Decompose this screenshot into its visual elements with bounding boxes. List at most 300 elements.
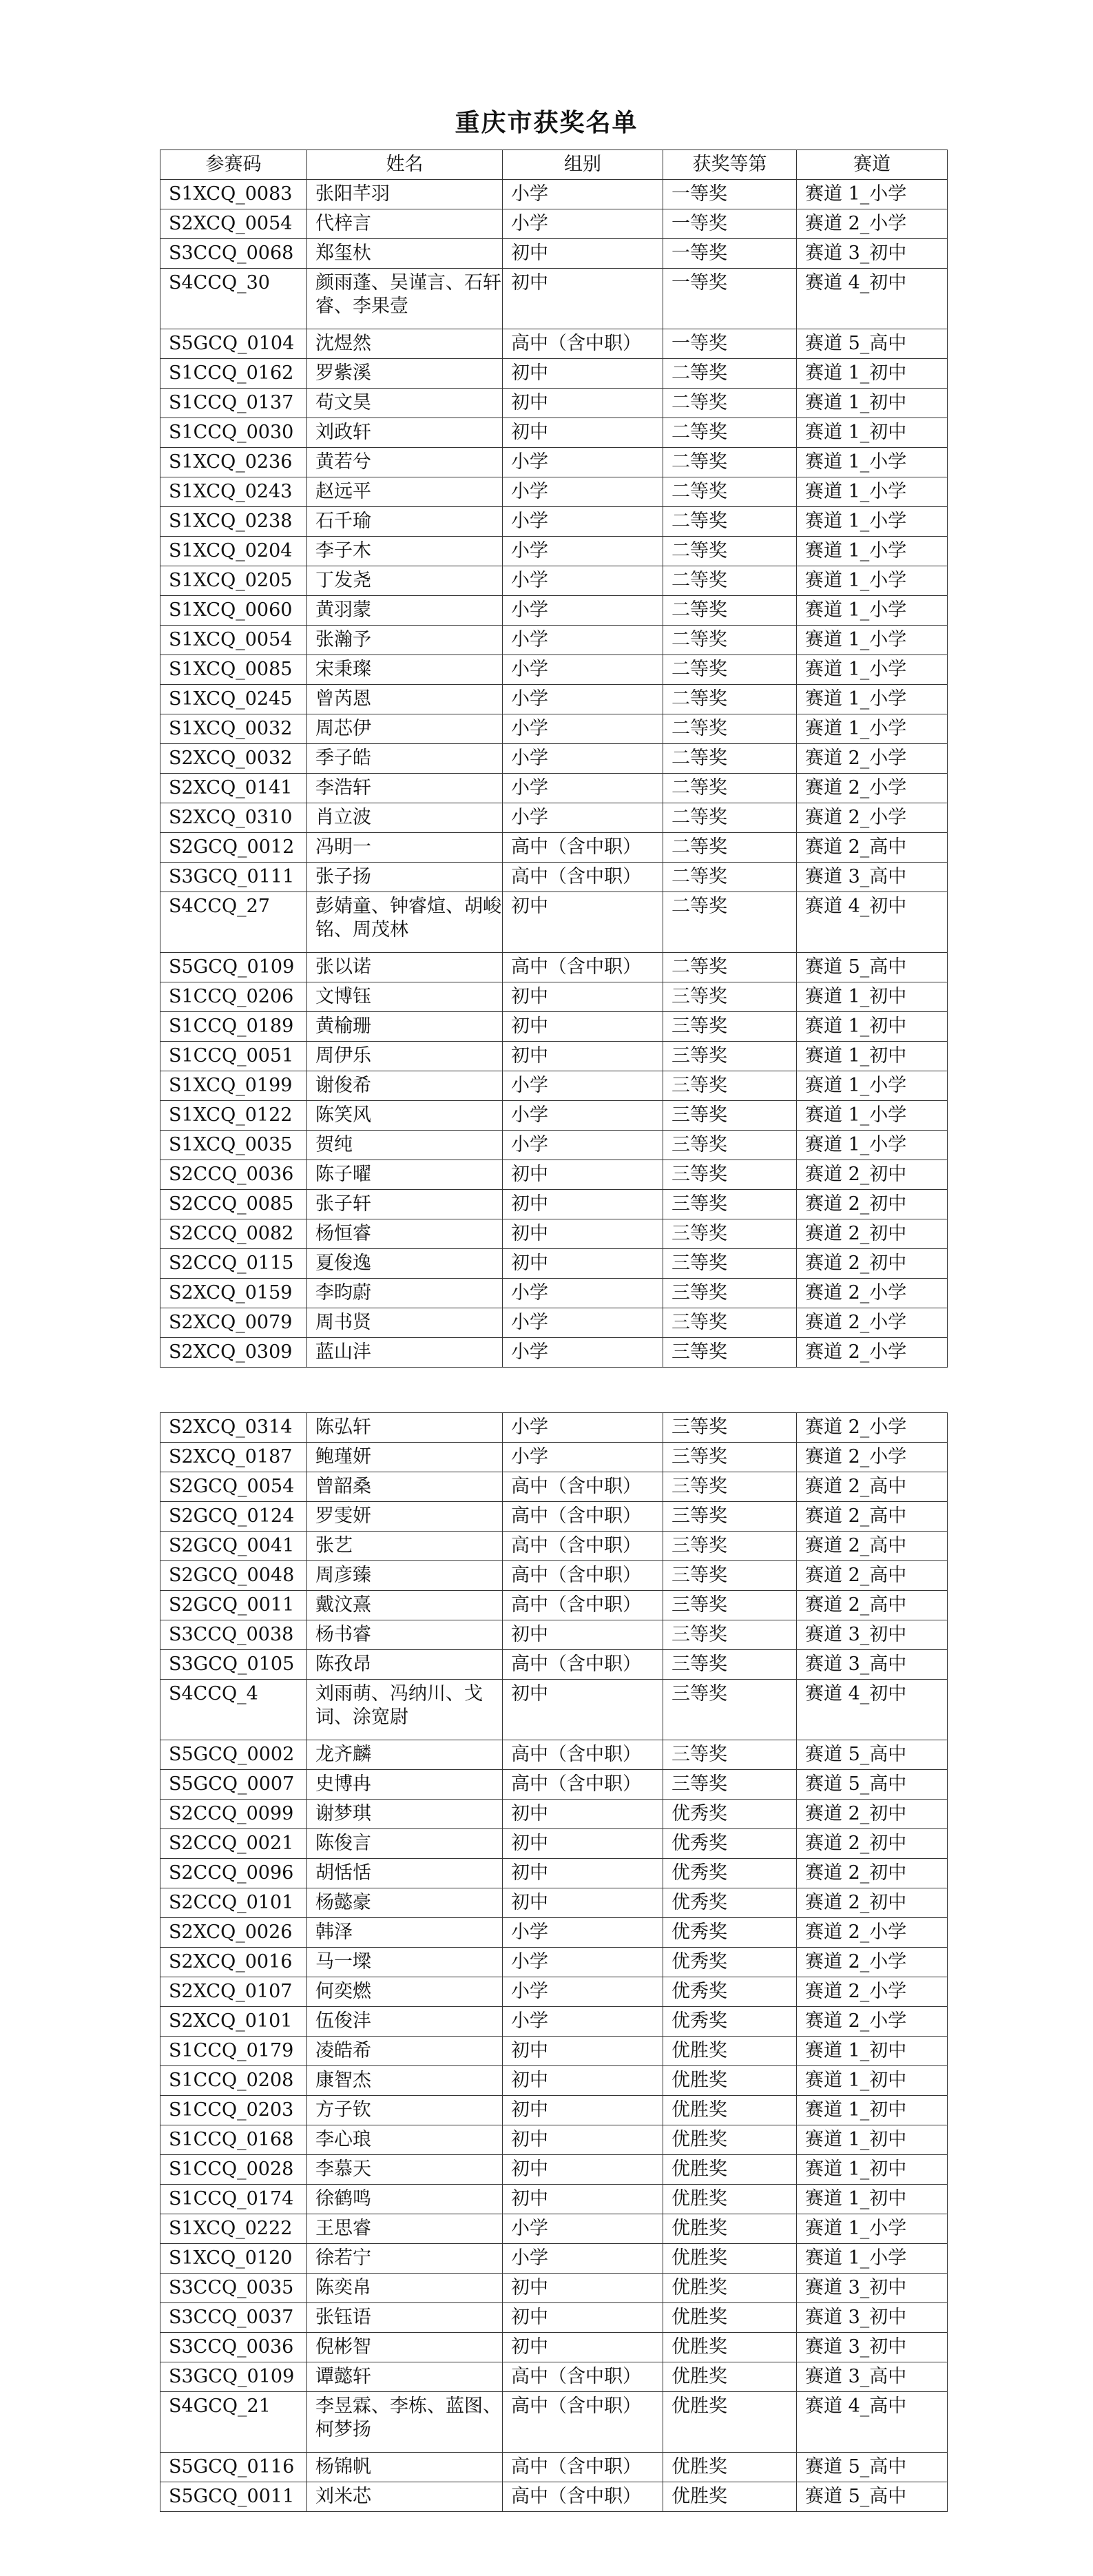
cell-name: 张阳芊羽 (307, 180, 503, 209)
cell-name: 黄羽蒙 (307, 596, 503, 626)
cell-name: 何奕燃 (307, 1977, 503, 2007)
cell-name: 伍俊沣 (307, 2007, 503, 2037)
cell-award-level: 二等奖 (663, 359, 797, 389)
cell-group: 高中（含中职） (503, 329, 663, 359)
cell-code: S1XCQ_0122 (160, 1101, 307, 1131)
table-row (160, 626, 948, 655)
cell-group: 高中（含中职） (503, 1561, 663, 1591)
cell-track: 赛道 1_初中 (797, 2155, 948, 2185)
cell-name: 陈子曜 (307, 1160, 503, 1190)
cell-track: 赛道 2_初中 (797, 1859, 948, 1888)
cell-track: 赛道 2_初中 (797, 1160, 948, 1190)
cell-code: S2GCQ_0054 (160, 1472, 307, 1502)
cell-code: S1XCQ_0054 (160, 626, 307, 655)
cell-code: S4CCQ_4 (160, 1680, 307, 1740)
cell-track: 赛道 1_小学 (797, 1131, 948, 1160)
table-row (160, 1472, 948, 1502)
cell-track: 赛道 1_初中 (797, 2096, 948, 2125)
cell-code: S2XCQ_0032 (160, 744, 307, 774)
cell-name: 张艺 (307, 1532, 503, 1561)
cell-track: 赛道 1_小学 (797, 655, 948, 685)
cell-code: S2CCQ_0115 (160, 1249, 307, 1279)
cell-track: 赛道 1_初中 (797, 2185, 948, 2214)
cell-award-level: 优秀奖 (663, 1829, 797, 1859)
cell-group: 初中 (503, 1012, 663, 1042)
cell-group: 小学 (503, 209, 663, 239)
cell-code: S2XCQ_0016 (160, 1948, 307, 1977)
table-row (160, 389, 948, 418)
cell-code: S1XCQ_0238 (160, 507, 307, 537)
cell-group: 高中（含中职） (503, 2362, 663, 2392)
cell-award-level: 优秀奖 (663, 1888, 797, 1918)
cell-group: 初中 (503, 2037, 663, 2066)
cell-group: 初中 (503, 2303, 663, 2333)
cell-code: S4CCQ_27 (160, 892, 307, 953)
cell-group: 高中（含中职） (503, 1770, 663, 1800)
cell-group: 高中（含中职） (503, 1740, 663, 1770)
cell-code: S3GCQ_0109 (160, 2362, 307, 2392)
cell-award-level: 优胜奖 (663, 2214, 797, 2244)
cell-code: S1CCQ_0208 (160, 2066, 307, 2096)
table-row (160, 2185, 948, 2214)
cell-name: 龙齐麟 (307, 1740, 503, 1770)
cell-award-level: 三等奖 (663, 1219, 797, 1249)
cell-track: 赛道 2_初中 (797, 1800, 948, 1829)
cell-code: S1XCQ_0236 (160, 448, 307, 477)
cell-group: 初中 (503, 2333, 663, 2362)
cell-group: 高中（含中职） (503, 863, 663, 892)
table-row (160, 2333, 948, 2362)
table-row (160, 2037, 948, 2066)
table-row (160, 566, 948, 596)
cell-name: 徐鹤鸣 (307, 2185, 503, 2214)
cell-name: 曾芮恩 (307, 685, 503, 714)
table-row (160, 2274, 948, 2303)
cell-award-level: 三等奖 (663, 1012, 797, 1042)
cell-group: 小学 (503, 2214, 663, 2244)
table-row (160, 359, 948, 389)
table-row (160, 1859, 948, 1888)
cell-track: 赛道 3_初中 (797, 2274, 948, 2303)
cell-code: S3CCQ_0036 (160, 2333, 307, 2362)
table-row (160, 1012, 948, 1042)
cell-track: 赛道 3_高中 (797, 1650, 948, 1680)
table-row (160, 2125, 948, 2155)
cell-track: 赛道 5_高中 (797, 2453, 948, 2482)
cell-group: 小学 (503, 596, 663, 626)
table-row (160, 1101, 948, 1131)
cell-track: 赛道 2_小学 (797, 1948, 948, 1977)
cell-group: 初中 (503, 1829, 663, 1859)
table-row (160, 239, 948, 269)
cell-award-level: 一等奖 (663, 329, 797, 359)
cell-award-level: 二等奖 (663, 626, 797, 655)
cell-track: 赛道 1_小学 (797, 566, 948, 596)
cell-track: 赛道 2_小学 (797, 744, 948, 774)
cell-code: S3CCQ_0035 (160, 2274, 307, 2303)
cell-group: 小学 (503, 1279, 663, 1308)
cell-award-level: 优秀奖 (663, 1859, 797, 1888)
cell-name: 胡恬恬 (307, 1859, 503, 1888)
cell-award-level: 三等奖 (663, 1740, 797, 1770)
table-row (160, 1620, 948, 1650)
cell-track: 赛道 4_初中 (797, 1680, 948, 1740)
table-row (160, 2453, 948, 2482)
table-row (160, 833, 948, 863)
cell-group: 小学 (503, 507, 663, 537)
cell-award-level: 一等奖 (663, 180, 797, 209)
table-row (160, 714, 948, 744)
table-row (160, 1532, 948, 1561)
cell-code: S3CCQ_0038 (160, 1620, 307, 1650)
cell-code: S5GCQ_0007 (160, 1770, 307, 1800)
cell-group: 初中 (503, 2185, 663, 2214)
cell-track: 赛道 1_初中 (797, 982, 948, 1012)
cell-name: 刘米芯 (307, 2482, 503, 2512)
cell-group: 初中 (503, 239, 663, 269)
cell-track: 赛道 1_小学 (797, 596, 948, 626)
cell-code: S1XCQ_0120 (160, 2244, 307, 2274)
cell-name: 李慕天 (307, 2155, 503, 2185)
cell-group: 小学 (503, 655, 663, 685)
cell-name: 陈孜昂 (307, 1650, 503, 1680)
cell-code: S2CCQ_0096 (160, 1859, 307, 1888)
cell-award-level: 优秀奖 (663, 1918, 797, 1948)
cell-track: 赛道 2_小学 (797, 1308, 948, 1338)
cell-award-level: 优胜奖 (663, 2453, 797, 2482)
cell-code: S1CCQ_0206 (160, 982, 307, 1012)
cell-group: 高中（含中职） (503, 953, 663, 982)
table-row (160, 863, 948, 892)
cell-name: 张子轩 (307, 1190, 503, 1219)
cell-award-level: 优胜奖 (663, 2066, 797, 2096)
cell-code: S1XCQ_0199 (160, 1071, 307, 1101)
cell-code: S2CCQ_0036 (160, 1160, 307, 1190)
cell-group: 初中 (503, 1160, 663, 1190)
cell-track: 赛道 3_高中 (797, 2362, 948, 2392)
cell-group: 小学 (503, 448, 663, 477)
cell-group: 初中 (503, 269, 663, 329)
cell-track: 赛道 2_初中 (797, 1219, 948, 1249)
cell-award-level: 三等奖 (663, 982, 797, 1012)
cell-track: 赛道 2_小学 (797, 1279, 948, 1308)
cell-code: S1CCQ_0030 (160, 418, 307, 448)
cell-name: 谢俊希 (307, 1071, 503, 1101)
cell-code: S2GCQ_0124 (160, 1502, 307, 1532)
cell-name: 鲍瑾妍 (307, 1443, 503, 1472)
table-row (160, 2362, 948, 2392)
table-row (160, 1502, 948, 1532)
table-row (160, 180, 948, 209)
cell-track: 赛道 3_初中 (797, 2303, 948, 2333)
cell-award-level: 一等奖 (663, 209, 797, 239)
cell-award-level: 优胜奖 (663, 2392, 797, 2453)
cell-award-level: 优秀奖 (663, 1800, 797, 1829)
cell-track: 赛道 2_高中 (797, 1561, 948, 1591)
cell-name: 陈奕帛 (307, 2274, 503, 2303)
cell-name: 贺纯 (307, 1131, 503, 1160)
cell-name: 冯明一 (307, 833, 503, 863)
cell-code: S3CCQ_0037 (160, 2303, 307, 2333)
cell-group: 初中 (503, 2125, 663, 2155)
cell-track: 赛道 1_初中 (797, 2125, 948, 2155)
cell-name: 徐若宁 (307, 2244, 503, 2274)
cell-group: 小学 (503, 537, 663, 566)
cell-code: S1XCQ_0204 (160, 537, 307, 566)
cell-track: 赛道 1_初中 (797, 2037, 948, 2066)
table-row (160, 1042, 948, 1071)
cell-code: S2XCQ_0026 (160, 1918, 307, 1948)
cell-code: S1XCQ_0035 (160, 1131, 307, 1160)
table-row (160, 269, 948, 329)
cell-group: 小学 (503, 2007, 663, 2037)
cell-award-level: 三等奖 (663, 1279, 797, 1308)
cell-name: 戴汶熹 (307, 1591, 503, 1620)
table-row (160, 1888, 948, 1918)
cell-code: S2XCQ_0054 (160, 209, 307, 239)
cell-code: S2XCQ_0159 (160, 1279, 307, 1308)
cell-track: 赛道 2_小学 (797, 1443, 948, 1472)
cell-group: 高中（含中职） (503, 1502, 663, 1532)
cell-award-level: 优胜奖 (663, 2362, 797, 2392)
cell-award-level: 一等奖 (663, 239, 797, 269)
cell-award-level: 二等奖 (663, 892, 797, 953)
cell-code: S1XCQ_0205 (160, 566, 307, 596)
cell-award-level: 二等奖 (663, 566, 797, 596)
cell-code: S1CCQ_0051 (160, 1042, 307, 1071)
cell-group: 小学 (503, 1918, 663, 1948)
cell-group: 初中 (503, 982, 663, 1012)
cell-code: S2CCQ_0099 (160, 1800, 307, 1829)
cell-track: 赛道 1_小学 (797, 2214, 948, 2244)
cell-award-level: 三等奖 (663, 1443, 797, 1472)
cell-award-level: 二等奖 (663, 685, 797, 714)
cell-name: 周伊乐 (307, 1042, 503, 1071)
cell-group: 小学 (503, 1131, 663, 1160)
cell-name: 周芯伊 (307, 714, 503, 744)
cell-name: 罗雯妍 (307, 1502, 503, 1532)
table-row (160, 2482, 948, 2512)
cell-group: 高中（含中职） (503, 1650, 663, 1680)
cell-name: 宋秉璨 (307, 655, 503, 685)
cell-award-level: 三等奖 (663, 1472, 797, 1502)
cell-name: 李昱霖、李栋、蓝图、柯梦扬 (307, 2392, 503, 2453)
table-row (160, 1770, 948, 1800)
cell-group: 初中 (503, 2066, 663, 2096)
cell-name: 杨懿豪 (307, 1888, 503, 1918)
cell-name: 罗紫溪 (307, 359, 503, 389)
cell-award-level: 优秀奖 (663, 1948, 797, 1977)
table-row (160, 2096, 948, 2125)
cell-group: 小学 (503, 1101, 663, 1131)
cell-code: S2GCQ_0011 (160, 1591, 307, 1620)
cell-award-level: 二等奖 (663, 774, 797, 803)
cell-name: 马一墚 (307, 1948, 503, 1977)
cell-name: 彭婧童、钟睿煊、胡峻铭、周茂林 (307, 892, 503, 953)
table-row (160, 1680, 948, 1740)
cell-group: 高中（含中职） (503, 1532, 663, 1561)
cell-code: S5GCQ_0002 (160, 1740, 307, 1770)
cell-track: 赛道 2_初中 (797, 1249, 948, 1279)
cell-group: 小学 (503, 685, 663, 714)
cell-group: 小学 (503, 477, 663, 507)
cell-award-level: 三等奖 (663, 1042, 797, 1071)
table-row (160, 1800, 948, 1829)
cell-award-level: 优胜奖 (663, 2274, 797, 2303)
cell-track: 赛道 2_小学 (797, 803, 948, 833)
cell-track: 赛道 1_初中 (797, 2066, 948, 2096)
cell-name: 史博冉 (307, 1770, 503, 1800)
cell-group: 小学 (503, 566, 663, 596)
cell-track: 赛道 3_高中 (797, 863, 948, 892)
cell-group: 初中 (503, 892, 663, 953)
cell-group: 小学 (503, 803, 663, 833)
cell-award-level: 三等奖 (663, 1680, 797, 1740)
table-row (160, 774, 948, 803)
cell-track: 赛道 1_小学 (797, 1071, 948, 1101)
cell-group: 小学 (503, 1443, 663, 1472)
cell-track: 赛道 2_小学 (797, 1918, 948, 1948)
table-row (160, 685, 948, 714)
cell-award-level: 二等奖 (663, 953, 797, 982)
cell-track: 赛道 4_高中 (797, 2392, 948, 2453)
cell-group: 小学 (503, 626, 663, 655)
cell-code: S2XCQ_0310 (160, 803, 307, 833)
cell-code: S2XCQ_0079 (160, 1308, 307, 1338)
cell-name: 李心琅 (307, 2125, 503, 2155)
table-row (160, 1740, 948, 1770)
cell-award-level: 三等奖 (663, 1650, 797, 1680)
cell-name: 杨锦帆 (307, 2453, 503, 2482)
cell-track: 赛道 2_小学 (797, 1977, 948, 2007)
table-row (160, 1160, 948, 1190)
header-name: 姓名 (307, 150, 503, 180)
cell-award-level: 三等奖 (663, 1591, 797, 1620)
cell-code: S1XCQ_0245 (160, 685, 307, 714)
cell-group: 小学 (503, 2244, 663, 2274)
cell-award-level: 三等奖 (663, 1561, 797, 1591)
cell-group: 高中（含中职） (503, 1472, 663, 1502)
cell-award-level: 二等奖 (663, 655, 797, 685)
cell-track: 赛道 2_小学 (797, 2007, 948, 2037)
cell-name: 张瀚予 (307, 626, 503, 655)
cell-award-level: 二等奖 (663, 596, 797, 626)
cell-track: 赛道 5_高中 (797, 953, 948, 982)
cell-track: 赛道 2_小学 (797, 1338, 948, 1368)
cell-code: S1XCQ_0085 (160, 655, 307, 685)
cell-code: S1XCQ_0032 (160, 714, 307, 744)
cell-award-level: 三等奖 (663, 1338, 797, 1368)
table-row (160, 2066, 948, 2096)
cell-award-level: 优秀奖 (663, 2007, 797, 2037)
cell-group: 小学 (503, 1308, 663, 1338)
cell-award-level: 三等奖 (663, 1308, 797, 1338)
cell-track: 赛道 1_小学 (797, 626, 948, 655)
cell-code: S5GCQ_0011 (160, 2482, 307, 2512)
cell-track: 赛道 5_高中 (797, 1770, 948, 1800)
cell-track: 赛道 4_初中 (797, 892, 948, 953)
cell-name: 韩泽 (307, 1918, 503, 1948)
cell-track: 赛道 2_高中 (797, 1502, 948, 1532)
cell-award-level: 优胜奖 (663, 2244, 797, 2274)
cell-award-level: 二等奖 (663, 537, 797, 566)
cell-award-level: 一等奖 (663, 269, 797, 329)
cell-group: 小学 (503, 1071, 663, 1101)
cell-track: 赛道 2_初中 (797, 1829, 948, 1859)
cell-award-level: 三等奖 (663, 1190, 797, 1219)
cell-name: 康智杰 (307, 2066, 503, 2096)
cell-group: 小学 (503, 180, 663, 209)
cell-group: 初中 (503, 359, 663, 389)
table-row (160, 537, 948, 566)
cell-group: 小学 (503, 1413, 663, 1443)
cell-track: 赛道 3_初中 (797, 1620, 948, 1650)
cell-code: S4GCQ_21 (160, 2392, 307, 2453)
cell-code: S2XCQ_0107 (160, 1977, 307, 2007)
cell-award-level: 优胜奖 (663, 2155, 797, 2185)
cell-name: 季子皓 (307, 744, 503, 774)
table-row (160, 2392, 948, 2453)
cell-group: 初中 (503, 2155, 663, 2185)
cell-name: 沈煜然 (307, 329, 503, 359)
cell-code: S3GCQ_0105 (160, 1650, 307, 1680)
table-row (160, 1918, 948, 1948)
table-row (160, 2007, 948, 2037)
table-row (160, 448, 948, 477)
table-row (160, 953, 948, 982)
table-row (160, 2244, 948, 2274)
cell-group: 高中（含中职） (503, 2453, 663, 2482)
cell-track: 赛道 5_高中 (797, 329, 948, 359)
cell-name: 黄若兮 (307, 448, 503, 477)
cell-name: 丁发尧 (307, 566, 503, 596)
cell-track: 赛道 3_初中 (797, 239, 948, 269)
cell-award-level: 三等奖 (663, 1413, 797, 1443)
cell-name: 蓝山沣 (307, 1338, 503, 1368)
cell-award-level: 二等奖 (663, 803, 797, 833)
cell-name: 肖立波 (307, 803, 503, 833)
table-row (160, 2155, 948, 2185)
cell-track: 赛道 1_初中 (797, 359, 948, 389)
cell-group: 初中 (503, 418, 663, 448)
cell-track: 赛道 1_初中 (797, 1012, 948, 1042)
cell-group: 初中 (503, 1680, 663, 1740)
header-group: 组别 (503, 150, 663, 180)
cell-award-level: 二等奖 (663, 863, 797, 892)
cell-code: S2XCQ_0187 (160, 1443, 307, 1472)
cell-code: S5GCQ_0104 (160, 329, 307, 359)
cell-name: 谢梦琪 (307, 1800, 503, 1829)
cell-track: 赛道 1_小学 (797, 448, 948, 477)
cell-code: S2XCQ_0101 (160, 2007, 307, 2037)
cell-award-level: 三等奖 (663, 1532, 797, 1561)
cell-award-level: 优胜奖 (663, 2037, 797, 2066)
table-row (160, 744, 948, 774)
table-row (160, 982, 948, 1012)
cell-award-level: 优秀奖 (663, 1977, 797, 2007)
cell-track: 赛道 5_高中 (797, 1740, 948, 1770)
cell-group: 初中 (503, 1249, 663, 1279)
cell-track: 赛道 1_小学 (797, 1101, 948, 1131)
table-row (160, 803, 948, 833)
table-row (160, 1977, 948, 2007)
cell-group: 小学 (503, 1948, 663, 1977)
cell-name: 夏俊逸 (307, 1249, 503, 1279)
cell-track: 赛道 1_初中 (797, 389, 948, 418)
cell-name: 李昀蔚 (307, 1279, 503, 1308)
cell-name: 杨恒睿 (307, 1219, 503, 1249)
cell-name: 李浩轩 (307, 774, 503, 803)
